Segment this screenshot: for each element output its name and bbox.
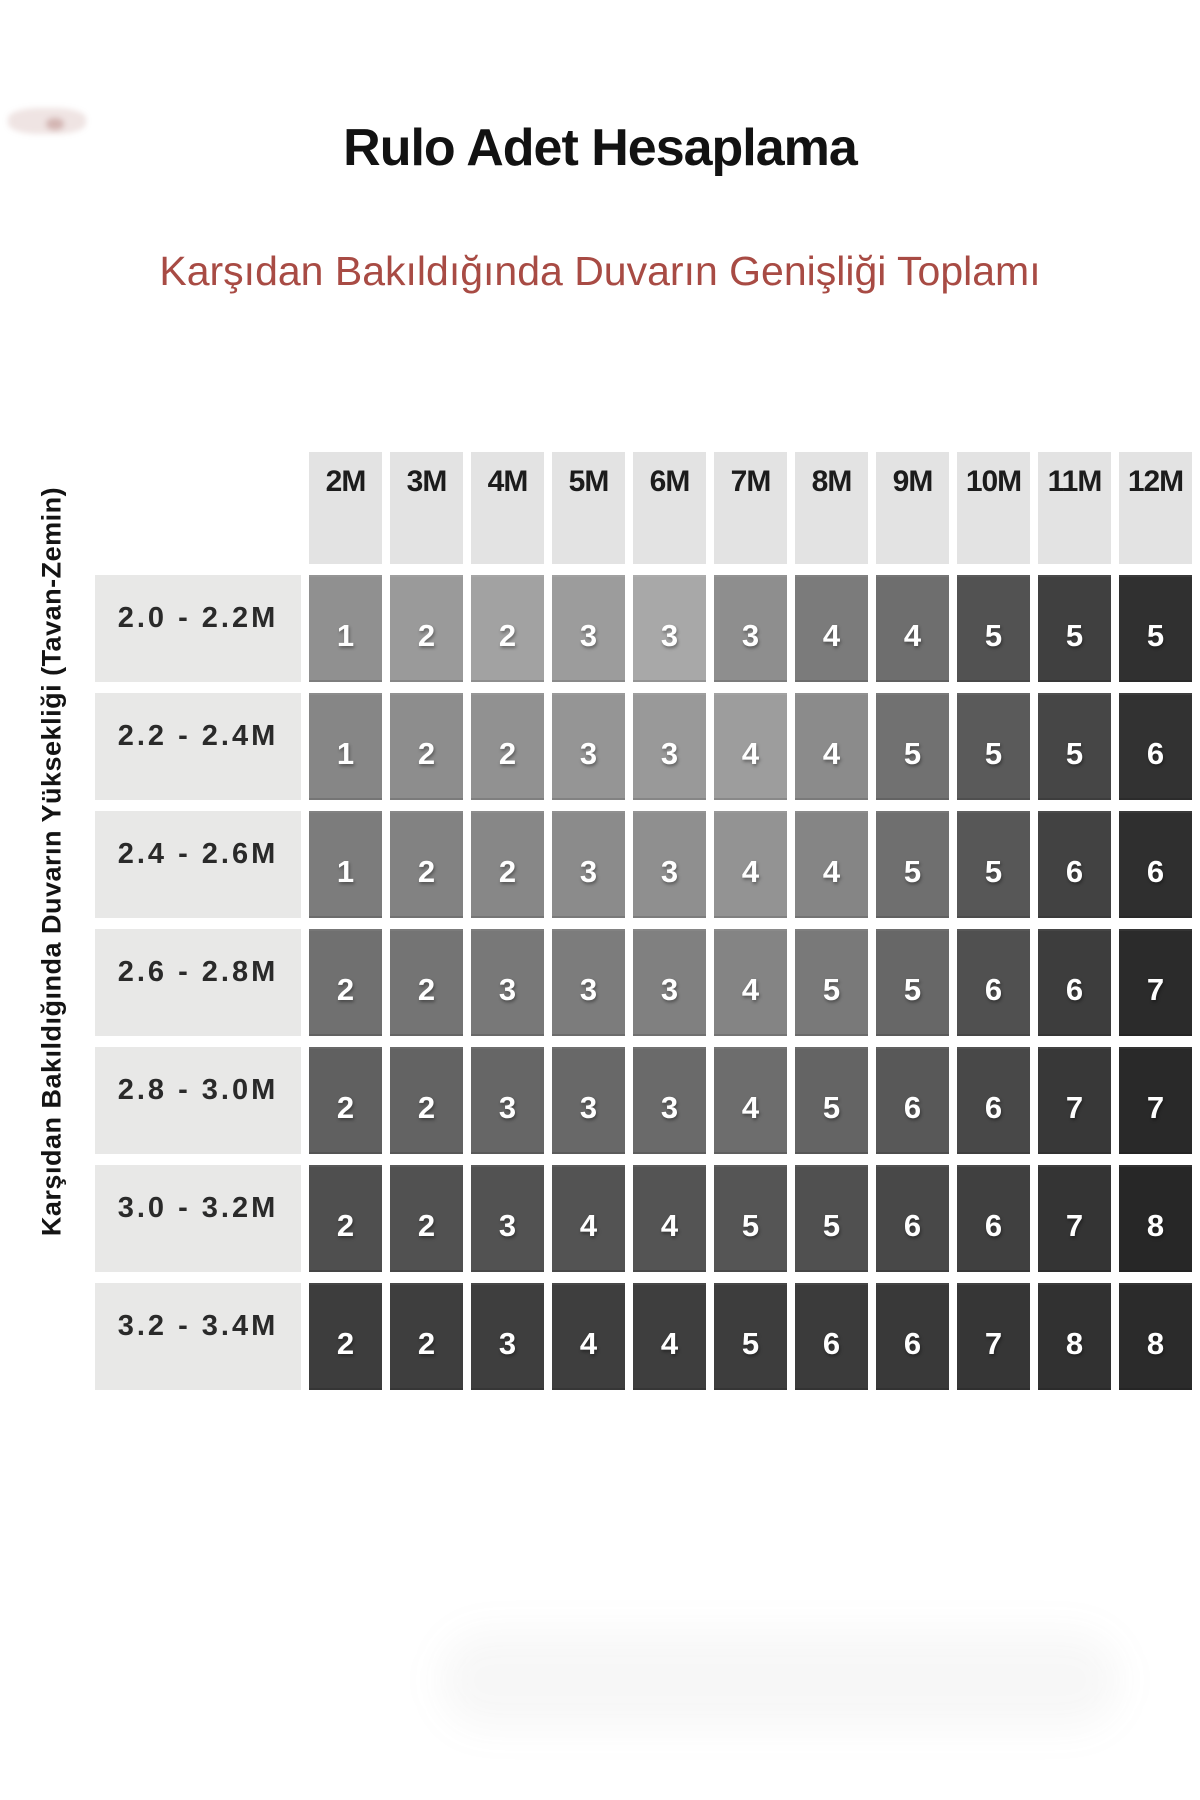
value-cell: 5	[876, 811, 949, 918]
value-cell: 3	[633, 811, 706, 918]
value-cell: 4	[552, 1283, 625, 1390]
row-label: 2.2 - 2.4M	[95, 693, 301, 800]
value-cell: 3	[552, 693, 625, 800]
value-cell: 4	[552, 1165, 625, 1272]
value-cell: 6	[795, 1283, 868, 1390]
value-cell: 1	[309, 575, 382, 682]
column-header-8m: 8M	[795, 452, 868, 564]
value-cell: 5	[876, 929, 949, 1036]
value-cell: 5	[1119, 575, 1192, 682]
roll-count-table	[95, 452, 1192, 1390]
value-cell: 3	[633, 929, 706, 1036]
row-label: 2.0 - 2.2M	[95, 575, 301, 682]
value-cell: 3	[552, 1047, 625, 1154]
value-cell: 8	[1119, 1165, 1192, 1272]
value-cell: 2	[390, 929, 463, 1036]
value-cell: 5	[714, 1165, 787, 1272]
value-cell: 6	[957, 1047, 1030, 1154]
value-cell: 4	[633, 1283, 706, 1390]
value-cell: 3	[471, 1047, 544, 1154]
value-cell: 4	[633, 1165, 706, 1272]
value-cell: 6	[876, 1047, 949, 1154]
column-header-10m: 10M	[957, 452, 1030, 564]
column-header-7m: 7M	[714, 452, 787, 564]
value-cell: 5	[795, 1165, 868, 1272]
value-cell: 4	[795, 575, 868, 682]
value-cell: 6	[1119, 811, 1192, 918]
value-cell: 3	[471, 1165, 544, 1272]
value-cell: 8	[1038, 1283, 1111, 1390]
column-header-9m: 9M	[876, 452, 949, 564]
value-cell: 6	[876, 1165, 949, 1272]
page-title: Rulo Adet Hesaplama	[343, 119, 857, 177]
value-cell: 2	[471, 575, 544, 682]
row-label: 2.6 - 2.8M	[95, 929, 301, 1036]
value-cell: 2	[471, 693, 544, 800]
value-cell: 2	[390, 693, 463, 800]
y-axis-title: Karşıdan Bakıldığında Duvarın Yüksekliği (Tavan-Zemin)	[36, 486, 67, 1237]
value-cell: 6	[1038, 929, 1111, 1036]
column-header-11m: 11M	[1038, 452, 1111, 564]
column-header-6m: 6M	[633, 452, 706, 564]
value-cell: 4	[714, 1047, 787, 1154]
value-cell: 4	[795, 693, 868, 800]
value-cell: 6	[1038, 811, 1111, 918]
value-cell: 7	[1119, 1047, 1192, 1154]
value-cell: 6	[1119, 693, 1192, 800]
watermark-shadow	[440, 1632, 1120, 1728]
value-cell: 3	[714, 575, 787, 682]
value-cell: 3	[633, 693, 706, 800]
value-cell: 2	[390, 1165, 463, 1272]
column-header-3m: 3M	[390, 452, 463, 564]
value-cell: 2	[390, 1283, 463, 1390]
value-cell: 3	[552, 575, 625, 682]
value-cell: 2	[309, 1047, 382, 1154]
value-cell: 6	[957, 929, 1030, 1036]
value-cell: 5	[1038, 575, 1111, 682]
column-header-12m: 12M	[1119, 452, 1192, 564]
row-label: 2.4 - 2.6M	[95, 811, 301, 918]
value-cell: 2	[390, 1047, 463, 1154]
value-cell: 5	[795, 1047, 868, 1154]
value-cell: 2	[309, 929, 382, 1036]
value-cell: 5	[957, 575, 1030, 682]
value-cell: 3	[633, 575, 706, 682]
value-cell: 1	[309, 811, 382, 918]
column-header-4m: 4M	[471, 452, 544, 564]
corner-spacer	[95, 452, 301, 564]
value-cell: 3	[471, 1283, 544, 1390]
value-cell: 7	[1038, 1047, 1111, 1154]
value-cell: 5	[714, 1283, 787, 1390]
value-cell: 5	[957, 693, 1030, 800]
value-cell: 5	[876, 693, 949, 800]
value-cell: 7	[957, 1283, 1030, 1390]
value-cell: 6	[876, 1283, 949, 1390]
row-label: 3.2 - 3.4M	[95, 1283, 301, 1390]
value-cell: 4	[714, 811, 787, 918]
value-cell: 2	[309, 1165, 382, 1272]
value-cell: 5	[957, 811, 1030, 918]
value-cell: 4	[876, 575, 949, 682]
value-cell: 3	[471, 929, 544, 1036]
value-cell: 1	[309, 693, 382, 800]
x-axis-title: Karşıdan Bakıldığında Duvarın Genişliği Toplamı	[159, 248, 1041, 294]
value-cell: 3	[552, 811, 625, 918]
value-cell: 2	[390, 575, 463, 682]
value-cell: 6	[957, 1165, 1030, 1272]
value-cell: 2	[471, 811, 544, 918]
value-cell: 4	[795, 811, 868, 918]
column-header-2m: 2M	[309, 452, 382, 564]
value-cell: 4	[714, 693, 787, 800]
value-cell: 8	[1119, 1283, 1192, 1390]
value-cell: 3	[633, 1047, 706, 1154]
row-label: 3.0 - 3.2M	[95, 1165, 301, 1272]
value-cell: 7	[1038, 1165, 1111, 1272]
value-cell: 7	[1119, 929, 1192, 1036]
row-label: 2.8 - 3.0M	[95, 1047, 301, 1154]
value-cell: 2	[390, 811, 463, 918]
value-cell: 5	[1038, 693, 1111, 800]
column-header-5m: 5M	[552, 452, 625, 564]
value-cell: 4	[714, 929, 787, 1036]
value-cell: 5	[795, 929, 868, 1036]
value-cell: 3	[552, 929, 625, 1036]
value-cell: 2	[309, 1283, 382, 1390]
